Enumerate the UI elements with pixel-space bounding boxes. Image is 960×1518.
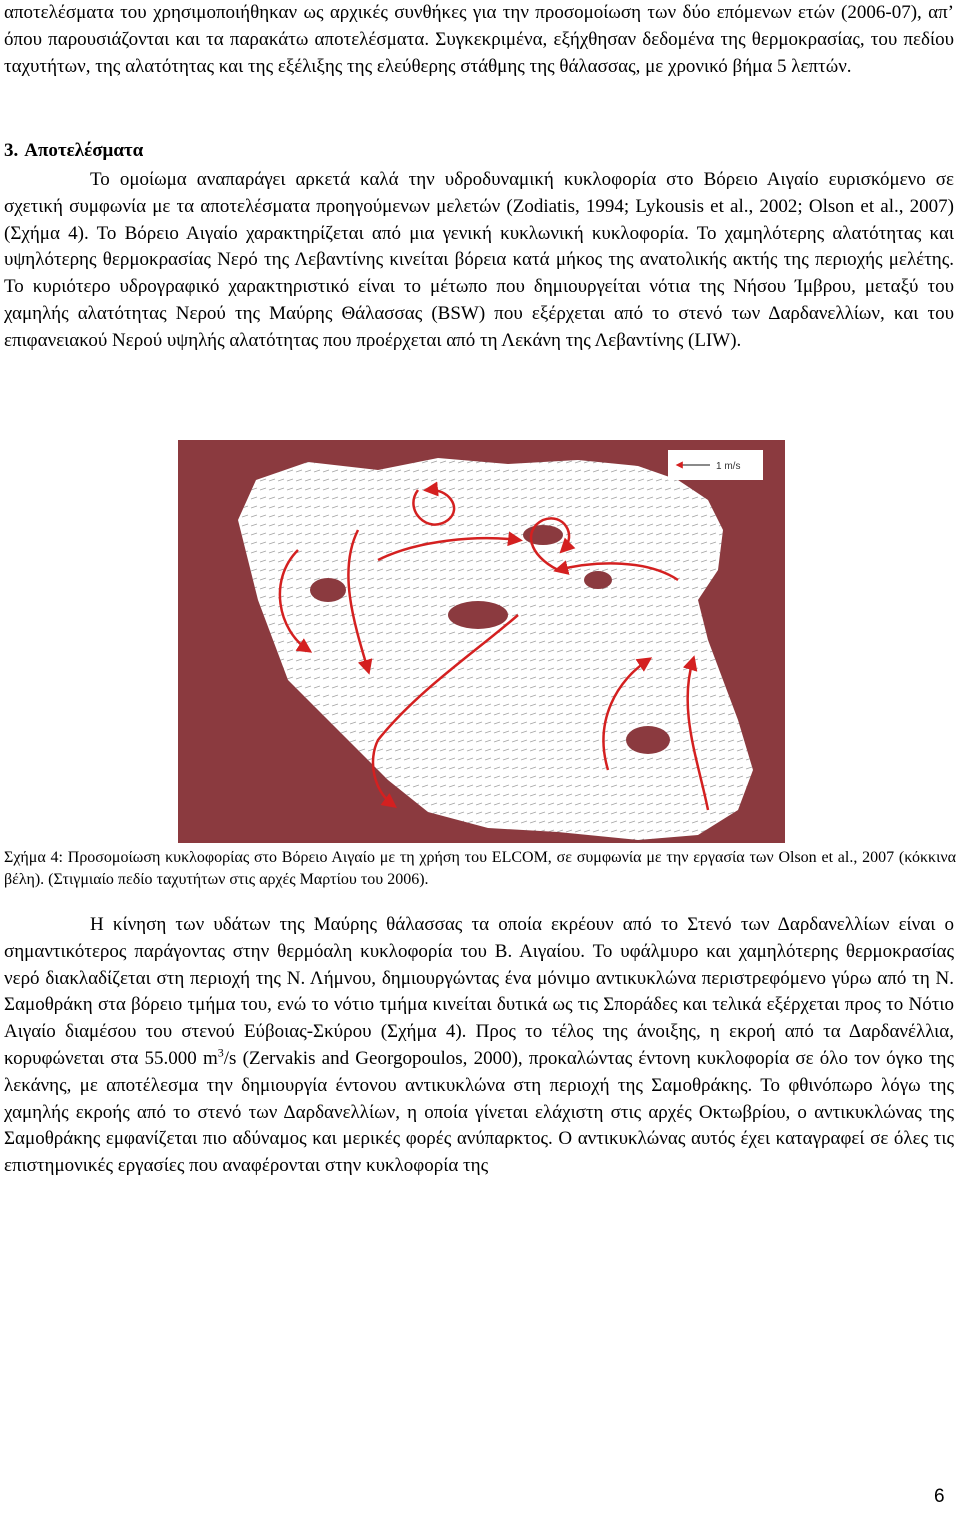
results-paragraph: Το ομοίωμα αναπαράγει αρκετά καλά την υδροδυναμική κυκλοφορία στο Βόρειο Αιγαίο ευρισκόμενο σε σχετική συμφωνία με τα αποτελέσματα προηγούμενων μελετών (Zodiatis, 1994; Lykousis et al., 2002; Olson et al., 2007) (Σχήμα 4). Το Βόρειο Αιγαίο χαρακτηρίζεται από μια γενική κυκλωνική κυκλοφορία. Το χαμηλότερης αλατότητας και υψηλότερης θερμοκρασίας Νερό της Λεβαντίνης κινείται βόρεια κατά μήκος της ανατολικής ακτής της περιοχής μελέτης. Το κυριότερο υδρογραφικό χαρακτηριστικό είναι το μέτωπο που δημιουργείται νότια της Νήσου Ίμβρου, μεταξύ του χαμηλής αλατότητας Νερού της Μαύρης Θάλασσας (BSW) που εξέρχεται από το στενό των Δαρδανελλίων, και του επιφανειακού Νερού υψηλής αλατότητας που προέρχεται από τη Λεκάνη της Λεβαντίνης (LIW). [4, 169, 954, 351]
island-samothraki [523, 525, 563, 545]
scale-label: 1 m/s [716, 461, 741, 472]
discussion-text-part1: Η κίνηση των υδάτων της Μαύρης θάλασσας τα οποία εκρέουν από το Στενό των Δαρδανελλίων είναι ο σημαντικότερος παράγοντας στην θερμόαλη κυκλοφορία του Β. Αιγαίου. Το υφάλμυρο και χαμηλότερης θερμοκρασίας νερό διακλαδίζεται στη περιοχή της Ν. Λήμνου, δημιουργώντας ένα μόνιμο αντικυκλώνα περιστρεφόμενο γύρω από τη Ν. Σαμοθράκη στα βόρειο τμήμα του, ενώ το νότιο τμήμα κινείται δυτικά ως τις Σποράδες και τελικά εξέρχεται προς το Νότιο Αιγαίο διαμέσου του στενού Εύβοιας-Σκύρου (Σχήμα 4). Προς το τέλος της άνοιξης, η εκροή από τα Δαρδανέλλια, κορυφώνεται στα 55.000 m [4, 914, 954, 1069]
island-lemnos [448, 601, 508, 629]
discussion-paragraph [4, 912, 954, 1180]
intro-paragraph: αποτελέσματα του χρησιμοποιήθηκαν ως αρχικές συνθήκες για την προσομοίωση των δύο επόμενων ετών (2006-07), απ’ όπου παρουσιάζονται και τα παρακάτω αποτελέσματα. Συγκεκριμένα, εξήχθησαν δεδομένα της θερμοκρασίας, του πεδίου ταχυτήτων, της αλατότητας και της εξέλιξης της ελεύθερης στάθμης της θάλασσας, με χρονικό βήμα 5 λεπτών. [4, 2, 954, 77]
section-number: 3. [4, 140, 19, 161]
cubic-superscript: 3 [217, 1045, 224, 1060]
island-lesvos [626, 726, 670, 754]
peninsula-west [310, 578, 346, 602]
circulation-map [178, 440, 785, 843]
section-heading [4, 140, 143, 162]
circulation-figure [178, 440, 785, 843]
island-imbros [584, 571, 612, 589]
page-number: 6 [934, 1486, 945, 1507]
discussion-text-part2: /s (Zervakis and Georgopoulos, 2000), προκαλώντας έντονη κυκλοφορία σε όλο τον όγκο της λεκάνης, με αποτέλεσμα την δημιουργία έντονου αντικυκλώνα στη περιοχή της Σαμοθράκης. Το φθινόπωρο λόγω της χαμηλής εκροής από το στενό των Δαρδανελλίων, η οποία γίνεται ελάχιστη στις αρχές Οκτωβρίου, ο αντικυκλώνας της Σαμοθράκης εμφανίζεται πιο αδύναμος και μερικές φορές ανύπαρκτος. Ο αντικυκλώνας αυτός έχει καταγραφεί σε όλες τις επιστημονικές εργασίες που αναφέρονται στην κυκλοφορία της [4, 1047, 954, 1177]
section-title: Αποτελέσματα [24, 140, 144, 161]
figure-caption: Σχήμα 4: Προσομοίωση κυκλοφορίας στο Βόρειο Αιγαίο με τη χρήση του ELCOM, σε συμφωνία με την εργασία των Olson et al., 2007 (κόκκινα βέλη). (Στιγμιαίο πεδίο ταχυτήτων στις αρχές Μαρτίου του 2006). [4, 849, 956, 888]
